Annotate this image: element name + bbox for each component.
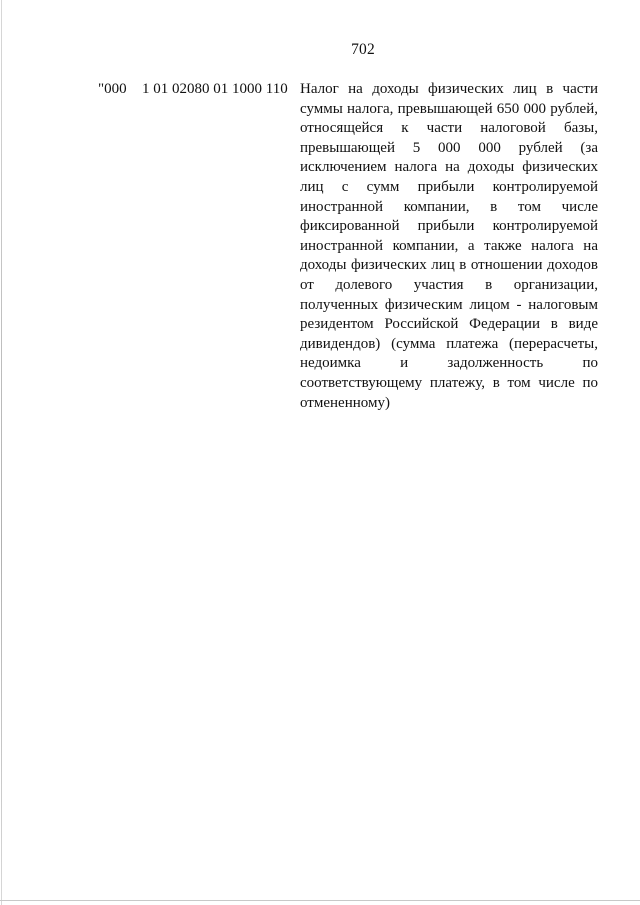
entry-description: Налог на доходы физических лиц в части суммы налога, превышающей 650 000 рублей, относящейся к части налоговой базы, превышающей 5 000 000 рублей (за исключением налога на доходы физических лиц с сумм прибыли контролируемой иностранной компании, в том числе фиксированной прибыли контролируемой иностранной компании, а также налога на доходы физических лиц в отношении доходов от долевого участия в организации, полученных физическим лицом - налоговым резидентом Российской Федерации в виде дивидендов) (сумма платежа (перерасчеты, недоимка и задолженность по соответствующему платежу, в том числе по отмененному) [300, 81, 598, 411]
budget-classification-code: 1 01 02080 01 1000 110 [142, 81, 288, 97]
scan-edge-bottom [0, 900, 640, 901]
scan-edge-left [1, 0, 2, 905]
page-number: 702 [351, 41, 375, 58]
admin-code: "000 [98, 81, 127, 97]
